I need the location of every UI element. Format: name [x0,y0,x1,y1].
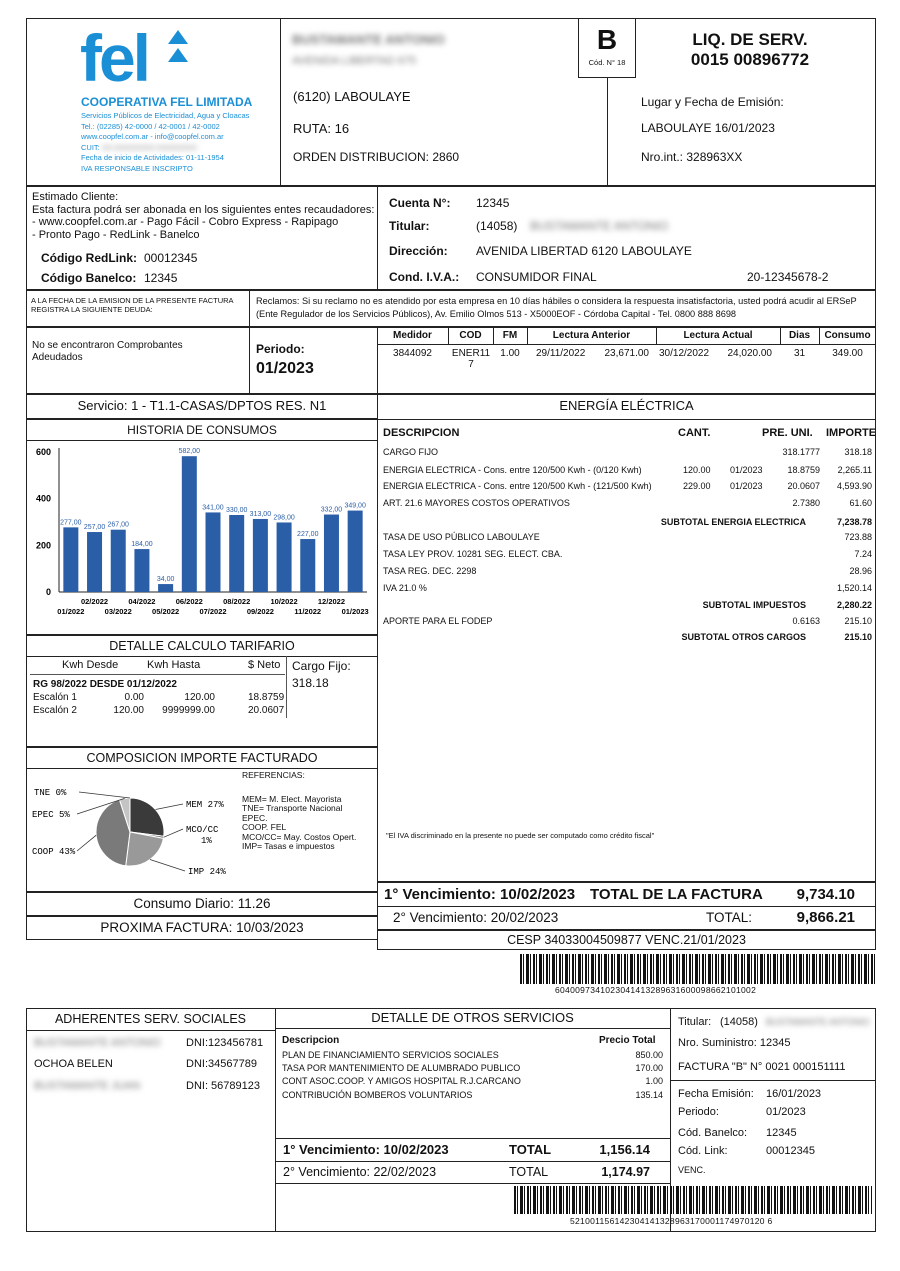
meter-serial: 3844092 [393,348,432,359]
adherente-2-dni: DNI:34567789 [186,1058,257,1070]
bar [111,530,126,592]
pie-label: MEM 27% [186,800,224,810]
stub-titular-name: BUSTAMANTE ANTONIO [766,1017,870,1027]
bar-value-label: 582,00 [178,448,201,456]
subtotal-other-label: SUBTOTAL OTROS CARGOS [681,632,806,642]
other-service-2-desc: TASA POR MANTENIMIENTO DE ALUMBRADO PUBLICO [282,1063,521,1073]
x-tick-label: 12/2022 [317,597,346,606]
pie-leader-line [150,860,185,871]
meter-table [377,327,876,394]
meter-header-dias: Dias [788,330,811,341]
consumption-bar-chart [27,442,377,632]
tariff-step1-name: Escalón 1 [33,692,77,703]
bar-value-label: 34,00 [156,576,175,584]
logo-text: fel [80,21,149,95]
charge-row-3-unit: 20.0607 [787,481,820,491]
tariff-header-desde: Kwh Desde [62,659,119,671]
stub-titular-code: (14058) [720,1016,758,1028]
claims-text: Reclamos: Si su reclamo no es atendido por esta empresa en 10 días hábiles o considera la respuesta insatisfactoria, usted podrá acudir al ERSeP (Ente Regulador de los Servicios Públicos), Av. Emilio Olmos 513 - X5000EOF - Córdoba Capital - Tel. 0800 888 8698 [256,296,857,319]
other-total2: 1,174.97 [601,1165,650,1179]
pie-label: COOP 43% [32,847,76,857]
meter-days: 31 [793,348,806,359]
total-amount: 9,734.10 [796,886,855,903]
doc-type-letter: B [596,24,618,55]
total-label: TOTAL DE LA FACTURA [590,886,763,903]
customer-name: BUSTAMANTE ANTONIO [292,32,445,47]
nro-int: Nro.int.: 328963XX [641,150,743,164]
bar [206,512,221,592]
debt-notice: A LA FECHA DE LA EMISION DE LA PRESENTE FACTURA REGISTRA LA SIGUIENTE DEUDA: [31,296,234,314]
payment-info: Estimado Cliente: Esta factura podrá ser abonada en los siguientes entes recaudadores: - www.coopfel.com.ar - Pago Fácil - Cobro Express - Rapipago - Pronto Pago - RedLink - Banelco [32,191,375,241]
charge-row-1-unit: 318.1777 [782,447,820,457]
fodep-unit: 0.6163 [792,616,820,626]
meter-cod: ENER11 7 [451,348,491,370]
meter-fm: 1.00 [500,348,520,359]
bar-value-label: 349,00 [344,502,366,510]
charge-row-3-desc: ENERGIA ELECTRICA - Cons. entre 120/500 Kwh - (121/500 Kwh) [383,481,652,491]
pie-label: TNE 0% [34,788,67,798]
bar-value-label: 330,00 [225,507,248,514]
pie-slice [130,798,164,836]
charge-row-2-unit: 18.8759 [787,465,820,475]
tax-row-4-desc: IVA 21.0 % [383,583,427,593]
other-services-header-desc: Descripcion [282,1035,340,1046]
stub-link-label: Cód. Link: [678,1145,728,1157]
tariff-step2-name: Escalón 2 [33,705,77,716]
barcode-main [520,954,875,984]
periodo-label: Periodo: [256,342,305,356]
bar-value-label: 227,00 [297,531,319,539]
bar [134,549,149,592]
emission-place-date: LABOULAYE 16/01/2023 [641,121,775,135]
tariff-step2-from: 120.00 [113,705,144,716]
debt-status: No se encontraron Comprobantes Adeudados [32,340,183,363]
adherentes-title: ADHERENTES SERV. SOCIALES [54,1012,247,1026]
total2-amount: 9,866.21 [796,909,855,926]
bar-value-label: 313,00 [249,510,272,518]
charge-row-3-amount: 4,593.90 [836,481,872,491]
iva-condition: CONSUMIDOR FINAL [476,270,597,284]
fodep-amount: 215.10 [844,616,872,626]
bar [300,539,315,592]
total2-label: TOTAL: [706,910,753,925]
charge-row-3-qty: 229.00 [683,481,711,491]
bar-value-label: 332,00 [320,506,343,514]
tax-row-2-amount: 7.24 [854,549,872,559]
x-tick-label: 07/2022 [199,607,227,616]
adherente-3-name: BUSTAMANTE JUAN [34,1080,141,1092]
other-service-4-price: 135.14 [635,1090,663,1100]
subtotal-other: 215.10 [844,632,872,642]
tariff-step1-to: 120.00 [184,692,215,703]
tax-row-3-desc: TASA REG. DEC. 2298 [383,566,477,576]
pie-slice [126,832,164,866]
stub-venc-label: VENC. [678,1165,706,1175]
stub-invoice-number: FACTURA "B" N° 0021 000151111 [678,1061,846,1073]
pie-leader-line [156,804,183,810]
subtotal-tax-label: SUBTOTAL IMPUESTOS [702,600,806,610]
x-tick-label: 06/2022 [175,597,203,606]
stub-banelco-label: Cód. Banelco: [678,1127,748,1139]
cuit-blurred: XX-XXXXXXXX-XXXXXXXX [101,142,197,152]
iva-note: "El IVA discriminado en la presente no puede ser computado como crédito fiscal" [386,831,655,840]
charge-row-4-unit: 2.7380 [792,498,820,508]
banelco-value: 12345 [144,271,178,285]
x-tick-label: 03/2022 [104,607,132,616]
pie-leader-line [77,835,96,851]
company-info: Servicios Públicos de Electricidad, Agua y Cloacas Tel.: (02285) 42-0000 / 42-0001 / 42-0002 www.coopfel.com.ar - info@coopfel.com.ar CUIT: XX-XXXXXXXX-XXXXXXXX Fecha de inicio de Actividades: 01-11-1954 IVA RESPONSABLE INSCRIPTO [81,111,250,173]
charge-row-2-qty: 120.00 [683,465,711,475]
cargo-fijo-value: 318.18 [292,676,329,690]
other-service-3-price: 1.00 [645,1076,663,1086]
pie-label: MCO/CC [186,825,219,835]
customer-orden: ORDEN DISTRIBUCION: 2860 [293,150,460,164]
y-tick-label: 200 [35,540,51,551]
adherente-3-dni: DNI: 56789123 [186,1080,260,1092]
next-invoice: PROXIMA FACTURA: 10/03/2023 [100,920,304,935]
second-due-date: 2° Vencimiento: 20/02/2023 [393,910,559,925]
logo-arrows-icon [168,30,188,64]
composition-title: COMPOSICION IMPORTE FACTURADO [86,751,318,765]
meter-prev-date: 29/11/2022 [536,348,586,359]
meter-prev-reading: 23,671.00 [604,348,649,359]
fodep-label: APORTE PARA EL FODEP [383,616,493,626]
redlink-label: Código RedLink: [41,251,137,265]
subtotal-energy: 7,238.78 [836,517,872,527]
y-tick-label: 0 [45,587,51,597]
meter-header-consumo: Consumo [824,330,871,341]
charge-row-1-desc: CARGO FIJO [383,447,439,457]
other-services-title: DETALLE DE OTROS SERVICIOS [371,1010,574,1025]
bar [324,515,339,592]
bar [229,515,244,592]
other-service-1-desc: PLAN DE FINANCIAMIENTO SERVICIOS SOCIALES [282,1050,499,1060]
cesp: CESP 34033004509877 VENC.21/01/2023 [507,933,746,947]
x-tick-label: 08/2022 [223,597,251,606]
tax-row-1-amount: 723.88 [844,532,872,542]
first-due-date: 1° Vencimiento: 10/02/2023 [384,886,576,903]
emission-label: Lugar y Fecha de Emisión: [641,95,784,109]
customer-ruta: RUTA: 16 [293,121,350,136]
stub-period: 01/2023 [766,1106,806,1118]
charge-row-3-period: 01/2023 [730,481,763,491]
stub-date: 16/01/2023 [766,1088,822,1100]
stub-link: 00012345 [766,1145,815,1157]
subtotal-energy-label: SUBTOTAL ENERGIA ELECTRICA [660,517,806,527]
other-first-due: 1° Vencimiento: 10/02/2023 [283,1142,449,1157]
invoice-title: LIQ. DE SERV. [692,30,808,49]
charge-row-2-period: 01/2023 [730,465,763,475]
other-service-4-desc: CONTRIBUCIÓN BOMBEROS VOLUNTARIOS [282,1090,473,1100]
redlink-value: 00012345 [144,251,198,265]
other-service-2-price: 170.00 [635,1063,663,1073]
bar-value-label: 257,00 [83,524,106,532]
tax-row-2-desc: TASA LEY PROV. 10281 SEG. ELECT. CBA. [383,549,563,559]
doc-type-code: Cód. N° 18 [588,58,626,67]
pie-leader-line [164,829,183,837]
barcode-stub-number: 521001156142304141328963170001174970120 6 [570,1216,773,1226]
customer-city: (6120) LABOULAYE [293,89,411,104]
x-tick-label: 01/2022 [57,607,85,616]
composition-refs: REFERENCIAS: MEM= M. Elect. Mayorista TNE= Transporte Nacional EPEC. COOP. FEL MCO/CC= May. Costos Opert. IMP= Tasas e impuestos [242,770,357,851]
customer-cuit: 20-12345678-2 [747,270,829,284]
direccion: AVENIDA LIBERTAD 6120 LABOULAYE [476,244,692,258]
other-total2-label: TOTAL [509,1165,549,1179]
tax-row-4-amount: 1,520.14 [836,583,872,593]
tax-row-1-desc: TASA DE USO PÚBLICO LABOULAYE [383,532,540,542]
charge-row-2-amount: 2,265.11 [837,465,872,475]
direccion-label: Dirección: [389,244,448,258]
composition-pie-chart [30,770,250,890]
daily-consumption: Consumo Diario: 11.26 [133,896,271,911]
bar [348,511,363,592]
subtotal-tax: 2,280.22 [836,600,872,610]
company-logo [80,22,190,94]
barcode-stub [514,1186,872,1214]
bar-value-label: 298,00 [273,514,295,522]
charge-row-4-amount: 61.60 [849,498,872,508]
x-tick-label: 02/2022 [80,597,109,606]
customer-address: AVENIDA LIBERTAD 675 [292,55,417,67]
pie-leader-line [79,792,130,798]
stub-date-label: Fecha Emisión: [678,1088,754,1100]
company-name: COOPERATIVA FEL LIMITADA [81,95,253,109]
charges-header-importe: IMPORTE [826,427,877,439]
x-tick-label: 01/2023 [341,607,369,616]
other-services-header-price: Precio Total [599,1035,656,1046]
banelco-label: Código Banelco: [41,271,137,285]
tariff-step1-from: 0.00 [124,692,144,703]
other-total1: 1,156.14 [599,1142,650,1157]
energy-title: ENERGÍA ELÉCTRICA [559,398,694,413]
pie-label: EPEC 5% [32,810,70,820]
adherente-1-name: BUSTAMANTE ANTONIO [34,1037,161,1049]
bar-value-label: 267,00 [107,521,129,529]
tariff-title: DETALLE CALCULO TARIFARIO [109,639,295,653]
doc-type-box [578,18,636,78]
bar-value-label: 184,00 [131,541,153,549]
bar [277,522,292,592]
charges-header-preuni: PRE. UNI. [762,427,813,439]
charge-row-1-amount: 318.18 [844,447,872,457]
bar [253,519,268,592]
bar [158,584,173,592]
x-tick-label: 10/2022 [270,597,298,606]
account-number: 12345 [476,196,510,210]
stub-period-label: Periodo: [678,1106,719,1118]
bar [63,527,78,592]
meter-curr-reading: 24,020.00 [727,348,772,359]
iva-label: Cond. I.V.A.: [389,270,460,284]
refs-title: REFERENCIAS: [242,770,305,780]
x-tick-label: 11/2022 [294,607,322,616]
meter-consumption: 349.00 [832,348,863,359]
tariff-step2-net: 20.0607 [248,705,285,716]
invoice-number: 0015 00896772 [690,50,810,69]
bar-value-label: 277,00 [60,519,82,527]
y-tick-label: 600 [35,447,51,457]
pie-label: IMP 24% [188,867,226,877]
stub-banelco: 12345 [766,1127,797,1139]
x-tick-label: 04/2022 [128,597,156,606]
periodo-value: 01/2023 [256,360,314,377]
tariff-step2-to: 9999999.00 [162,705,215,716]
bar [87,532,102,592]
charges-header-cant: CANT. [678,427,711,439]
history-title: HISTORIA DE CONSUMOS [127,423,277,437]
stub-supply-number: Nro. Suministro: 12345 [678,1037,791,1049]
meter-header-curr: Lectura Actual [683,330,753,341]
titular-name: BUSTAMANTE ANTONIO [530,219,669,233]
y-tick-label: 400 [35,493,51,504]
charge-row-2-desc: ENERGIA ELECTRICA - Cons. entre 120/500 Kwh - (0/120 Kwh) [383,465,642,475]
titular-code: (14058) [476,219,518,233]
pie-label-value: 1% [201,836,212,846]
x-tick-label: 05/2022 [152,607,180,616]
other-service-1-price: 850.00 [635,1050,663,1060]
service-title: Servicio: 1 - T1.1-CASAS/DPTOS RES. N1 [77,398,327,413]
other-total1-label: TOTAL [509,1142,552,1157]
bar [182,456,197,592]
adherente-2-name: OCHOA BELEN [34,1058,113,1070]
charges-header-desc: DESCRIPCION [383,427,460,439]
meter-header-fm: FM [502,330,518,341]
x-tick-label: 09/2022 [246,607,274,616]
meter-header-cod: COD [459,330,482,341]
titular-label: Titular: [389,219,430,233]
meter-header-medidor: Medidor [393,330,432,341]
tariff-step1-net: 18.8759 [248,692,285,703]
tariff-header-hasta: Kwh Hasta [147,659,201,671]
bar-value-label: 341,00 [202,504,224,512]
adherente-1-dni: DNI:123456781 [186,1037,264,1049]
charge-row-4-desc: ART. 21.6 MAYORES COSTOS OPERATIVOS [383,498,570,508]
meter-header-prev: Lectura Anterior [552,330,631,341]
cargo-fijo-label: Cargo Fijo: [292,659,351,673]
tariff-header-neto: $ Neto [248,659,281,671]
meter-curr-date: 30/12/2022 [659,348,710,359]
barcode-main-number: 6040097341023041413289631600098662101002 [555,985,757,995]
other-service-3-desc: CONT ASOC.COOP. Y AMIGOS HOSPITAL R.J.CARCANO [282,1076,521,1086]
other-second-due: 2° Vencimiento: 22/02/2023 [283,1165,437,1179]
account-number-label: Cuenta N°: [389,196,451,210]
stub-titular-label: Titular: [678,1016,712,1028]
tax-row-3-amount: 28.96 [849,566,872,576]
tariff-rg: RG 98/2022 DESDE 01/12/2022 [33,679,177,690]
